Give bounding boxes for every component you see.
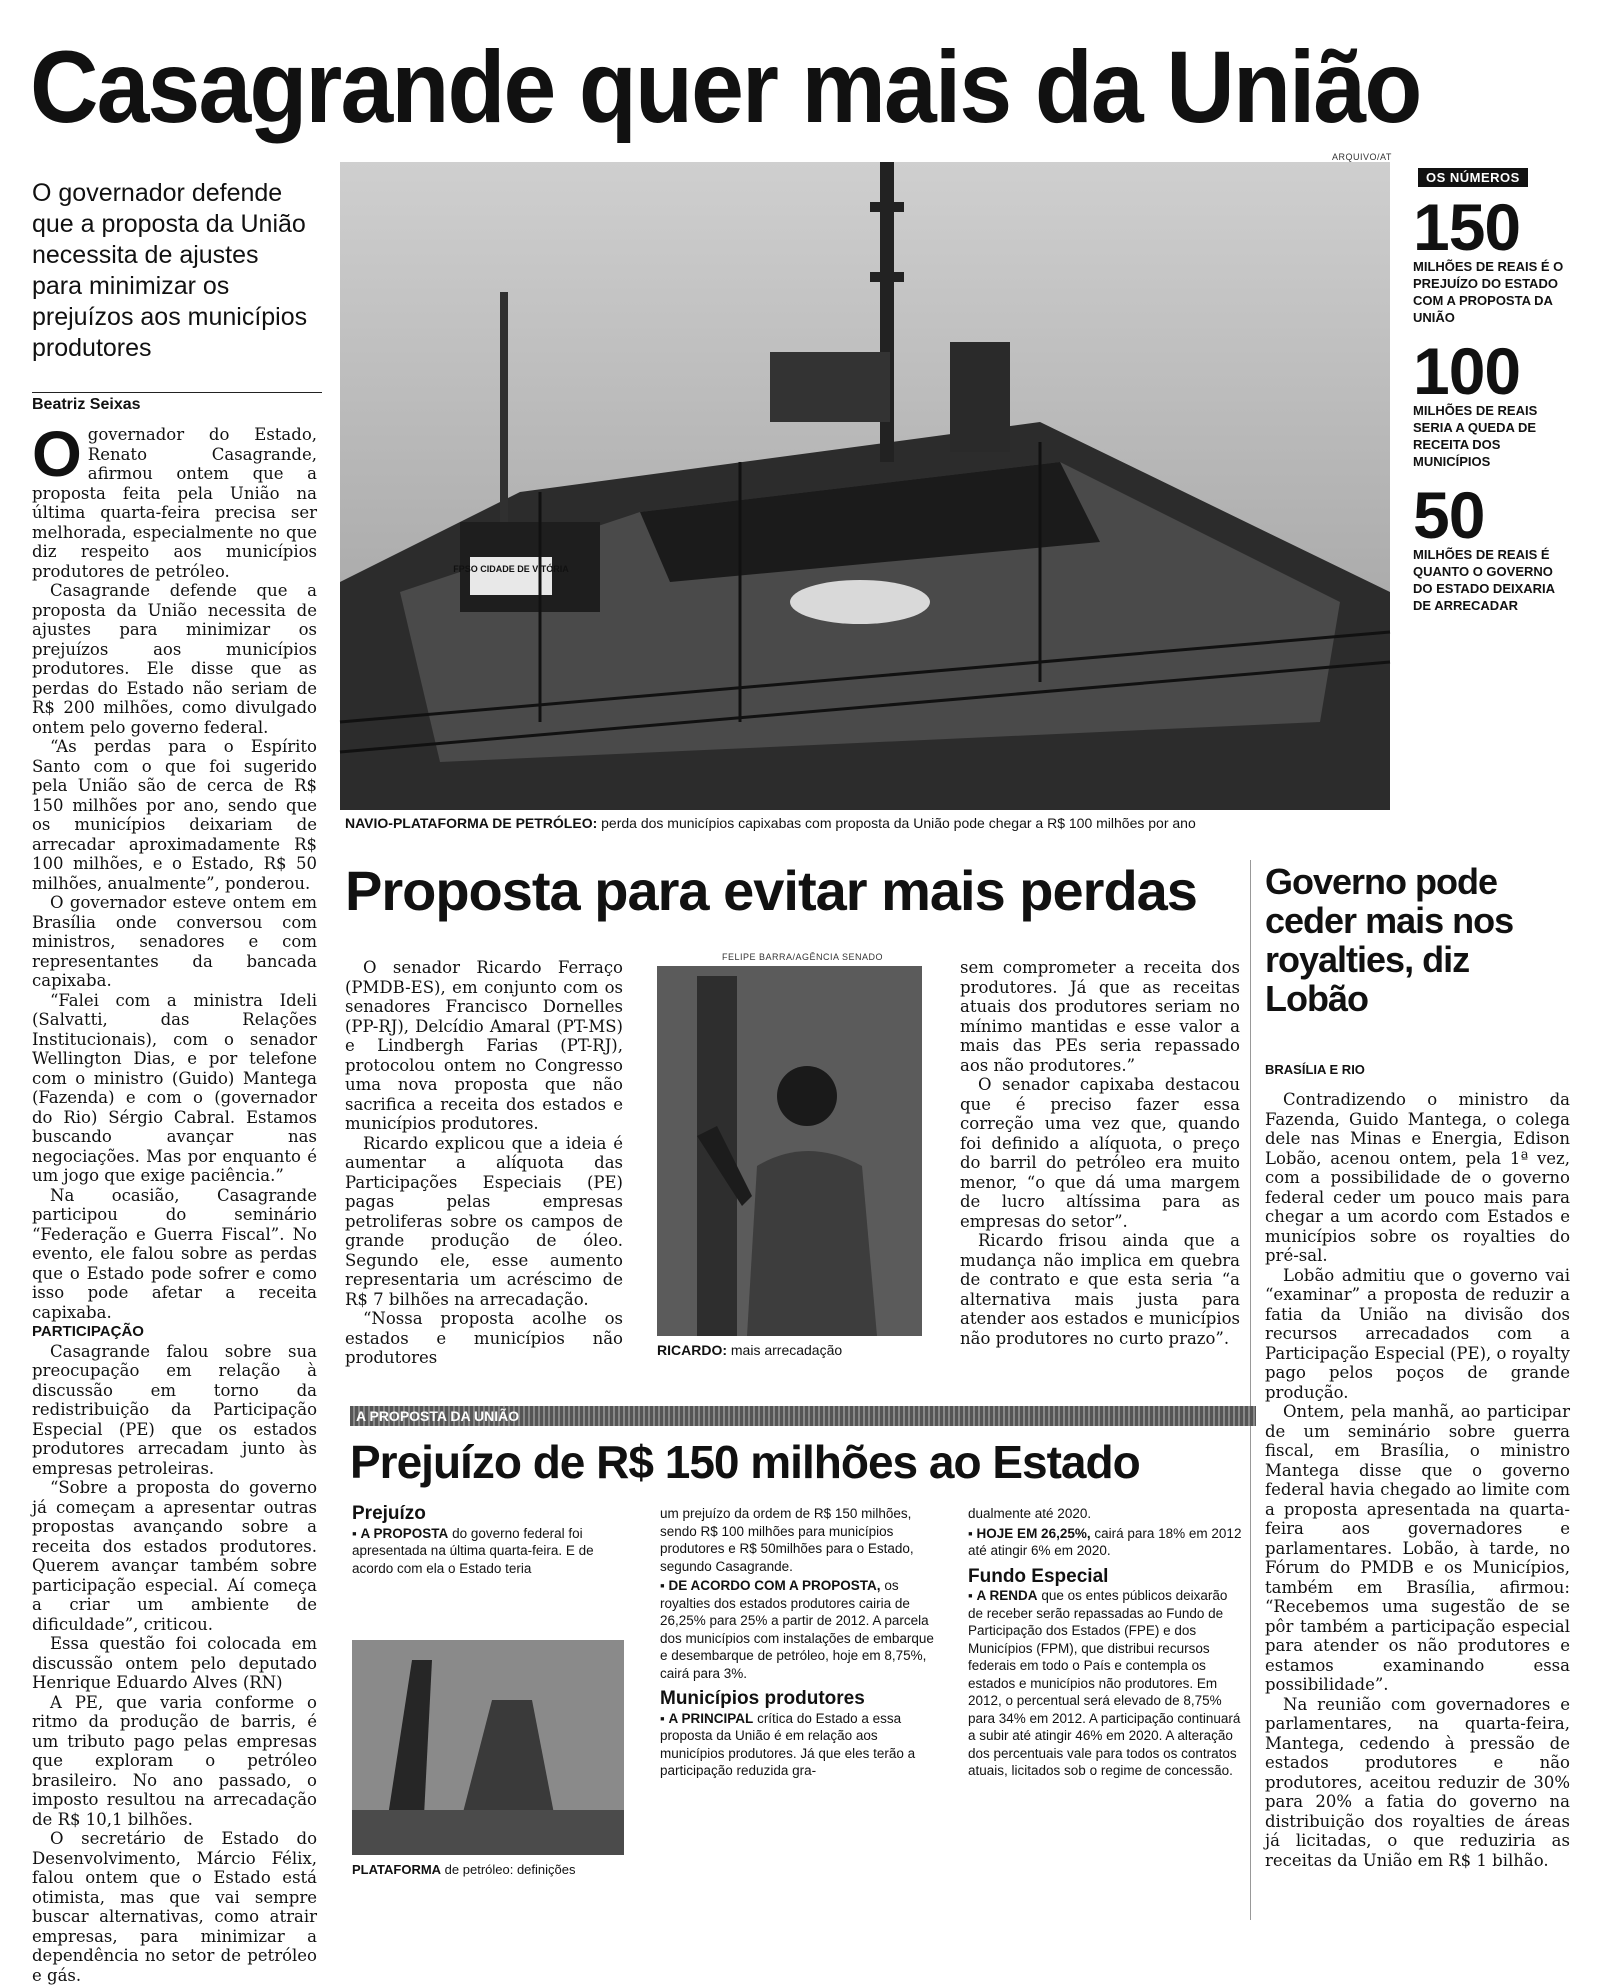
paragraph: Ricardo explicou que a ideia é aumentar a alíquota das Participações Especiais (PE) pagas pelas empresas petroliferas sobre os campos de grande produção de óleo. Segundo ele, esse aumento representaria um acréscimo de R$ 7 bilhões na arrecadação. [345,1133,623,1309]
column-divider [1250,860,1251,1920]
platform-caption: PLATAFORMA de petróleo: definições [352,1862,576,1877]
paragraph: Casagrande defende que a proposta da União necessita de ajustes para minimizar os prejuízos aos municípios produtores. Ele disse que as perdas do Estado não seriam de R$ 200 milhões, como divulgado ontem pelo governo federal. [32,581,317,737]
paragraph: O governador esteve ontem em Brasília onde conversou com ministros, senadores e com representantes da bancada capixaba. [32,893,317,990]
paragraph: Contradizendo o ministro da Fazenda, Guido Mantega, o colega dele nas Minas e Energia, Edison Lobão, acenou ontem, pela 1ª vez, com a possibilidade de o governo federal ceder um pouco mais para chegar a um acordo com Estados e municípios sobre os royalties do pré-sal. [1265,1090,1570,1265]
paragraph: Lobão admitiu que o governo vai “examinar” a proposta de reduzir a fatia da União na divisão dos recursos arrecadados com a Participação Especial (PE), o royalty pago pelos poços de grande produção. [1265,1265,1570,1402]
proposta-photo-credit: FELIPE BARRA/AGÊNCIA SENADO [722,952,884,962]
stat-text: MILHÕES DE REAIS É O PREJUÍZO DO ESTADO COM A PROPOSTA DA UNIÃO [1413,259,1564,325]
subhead-participacao: PARTICIPAÇÃO [32,1323,144,1340]
paragraph: um prejuízo da ordem de R$ 150 milhões, sendo R$ 100 milhões para municípios produtores e R$ 50milhões para o Estado, segundo Casagrande. [660,1506,914,1574]
ricardo-caption: RICARDO: mais arrecadação [657,1342,843,1358]
lobao-dateline: BRASÍLIA E RIO [1265,1062,1365,1077]
paragraph: sem comprometer a receita dos produtores. Já que as receitas atuais dos produtores seriam no mínimo mantidas e esse valor a mais das PEs seria repassado aos não produtores.” [960,958,1240,1075]
byline: Beatriz Seixas [32,392,322,414]
paragraph: ▪ DE ACORDO COM A PROPOSTA, os royalties dos estados produtores cairia de 26,25% para 25% a partir de 2012. A parcela dos municípios com instalações de embarque e desembarque de petróleo, hoje em 8,75%, cairá para 3%. [660,1577,942,1682]
stat-value: 150 [1413,190,1521,264]
paragraph: Ontem, pela manhã, ao participar de um seminário sobre guerra fiscal, em Brasília, o ministro Mantega disse que o governo federal havia chegado ao limite com a proposta apresentada na quarta-feira aos governadores e parlamentares. Lobão, à tarde, no Fórum do PMDB e os Municípios, também em Brasília, afirmou: “Recebemos uma sugestão de se pôr também a participação especial para atender os não produtores e estamos examinando essa possibilidade”. [1265,1402,1570,1694]
prejuizo-title: Prejuízo de R$ 150 milhões ao Estado [350,1436,1140,1488]
paragraph: Ricardo frisou ainda que a mudança não implica em quebra de contrato e que esta seria “a alternativa mais justa para atender aos estados e municípios não produtores no curto prazo”. [960,1231,1240,1348]
main-photo [340,162,1390,810]
ship-sign: FPSO CIDADE DE VITÓRIA [453,564,569,574]
subhead-prejuizo: Prejuízo [352,1503,426,1524]
prejuizo-col-1 [352,1505,630,1579]
paragraph: ▪ A PRINCIPAL crítica do Estado a essa proposta da União é em relação aos municípios produtores. Já que eles terão a participação reduzida gra- [660,1710,942,1780]
paragraph: dualmente até 2020. [968,1506,1092,1521]
numbers-panel [1413,190,1573,614]
paragraph: ▪ A RENDA que os entes públicos deixarão de receber serão repassadas ao Fundo de Participação dos Estados (FPE) e dos Municípios (FPM), que distribui recursos federais em todo o País e contempla os estados e municípios não produtores. Em 2012, o percentual será elevado de 8,75% para 34% em 2012. A participação continuará a subir até atingir 46% em 2020. A alteração dos percentuais vale para todos os contratos atuais, licitados sob o regime de concessão. [968,1587,1243,1780]
prejuizo-col-3 [968,1505,1243,1782]
section-tag: A PROPOSTA DA UNIÃO [350,1406,1256,1426]
paragraph: “Nossa proposta acolhe os estados e municípios não produtores [345,1309,623,1367]
paragraph: O secretário de Estado do Desenvolvimento, Márcio Félix, falou ontem que o Estado está otimista, mas que vai sempre buscar alternativas, como atrair empresas, para minimizar a dependência no setor de petróleo e gás. [32,1829,317,1985]
paragraph: ▪ HOJE EM 26,25%, cairá para 18% em 2012 até atingir 6% em 2020. [968,1525,1243,1560]
stat-value: 100 [1413,334,1521,408]
paragraph: Na ocasião, Casagrande participou do seminário “Federação e Guerra Fiscal”. No evento, ele falou sobre as perdas que o Estado pode sofrer e como isso pode afetar a receita capixaba. [32,1185,317,1322]
dropcap: O [32,418,82,490]
proposta-col-2 [960,958,1240,1348]
paragraph: O senador Ricardo Ferraço (PMDB-ES), em conjunto com os senadores Francisco Dornelles (PP-RJ), Delcídio Amaral (PT-MS) e Lindbergh Farias (PT-RJ), protocolou ontem no Congresso uma nova proposta que não sacrifica a receita dos estados e municípios produtores. [345,958,623,1133]
stat-item [1413,478,1573,614]
paragraph: A PE, que varia conforme o ritmo da produção de barris, é um tributo pago pelas empresas que exploram o petróleo brasileiro. No ano passado, o imposto resultou na arrecadação de R$ 10,1 bilhões. [32,1692,317,1829]
proposta-title: Proposta para evitar mais perdas [345,859,1197,922]
lobao-body [1265,1090,1570,1870]
proposta-col-1 [345,958,623,1368]
paragraph: O senador capixaba destacou que é preciso fazer essa correção uma vez que, quando foi definido a alíquota, o preço do barril do petróleo era muito menor, “o que dá uma margem de lucro altíssima para as empresas do setor”. [960,1075,1240,1231]
stat-text: MILHÕES DE REAIS É QUANTO O GOVERNO DO ESTADO DEIXARIA DE ARRECADAR [1413,547,1555,613]
paragraph: “Falei com a ministra Ideli (Salvatti, das Relações Institucionais), com o senador Wellington Dias, e por telefone com o ministro (Guido) Mantega (Fazenda) e com o (governador do Rio) Sérgio Cabral. Estamos buscando avançar nas negociações. Mas por enquanto é um jogo que exige paciência.” [32,990,317,1185]
oil-platform-ship-image [340,162,1390,810]
main-article-body [32,418,317,1985]
stat-text: MILHÕES DE REAIS SERIA A QUEDA DE RECEITA DOS MUNICÍPIOS [1413,403,1538,469]
stat-item [1413,334,1573,470]
lobao-title: Governo pode ceder mais nos royalties, diz Lobão [1265,861,1514,1019]
paragraph: Na reunião com governadores e parlamentares, na quarta-feira, Mantega, cedendo à pressão de estados produtores e não produtores, aceitou reduzir de 30% para 20% a fatia do governo na distribuição dos royalties de áreas já licitadas, o que reduziria as receitas da União em R$ 1 bilhão. [1265,1694,1570,1870]
paragraph: Ogovernador do Estado, Renato Casagrande, afirmou ontem que a proposta feita pela União na última quarta-feira precisa ser melhorada, especialmente no que diz respeito aos municípios produtores de petróleo. [32,418,317,581]
main-photo-caption: NAVIO-PLATAFORMA DE PETRÓLEO: perda dos municípios capixabas com proposta da União pode chegar a R$ 100 milhões por ano [345,815,1196,831]
subhead-municipios: Municípios produtores [660,1688,865,1709]
stat-value: 50 [1413,478,1485,552]
paragraph: “As perdas para o Espírito Santo com o que foi sugerido pela União são de cerca de R$ 150 milhões por ano, sendo que os municípios deixariam de arrecadar aproximadamente R$ 100 milhões, e o Estado, R$ 50 milhões, anualmente”, ponderou. [32,737,317,893]
stat-item [1413,190,1573,326]
paragraph: ▪ A PROPOSTA do governo federal foi apresentada na última quarta-feira. E de acordo com ela o Estado teria [352,1525,630,1578]
paragraph: Essa questão foi colocada em discussão ontem pelo deputado Henrique Eduardo Alves (RN) [32,1634,317,1692]
paragraph: Casagrande falou sobre sua preocupação em relação à discussão em torno da redistribuição da Participação Especial (PE) que os estados produtores arrecadam junto às empresas petroleiras. [32,1341,317,1478]
headline: Casagrande quer mais da União [30,30,1421,144]
platform-photo [352,1640,624,1855]
numbers-heading: OS NÚMEROS [1418,168,1528,187]
prejuizo-col-2 [660,1505,942,1782]
subhead-fundo: Fundo Especial [968,1565,1109,1587]
photo-credit: ARQUIVO/AT [1332,152,1392,162]
drilling-platform-image [352,1640,624,1855]
senator-image [657,966,922,1336]
paragraph: “Sobre a proposta do governo já começam a apresentar outras propostas avançando sobre a receita dos estados produtores. Querem avançar também sobre participação especial. Aí começa a criar um ambiente de dificuldade”, criticou. [32,1478,317,1634]
ricardo-photo [657,966,922,1336]
deck: O governador defende que a proposta da União necessita de ajustes para minimizar os prejuízos aos municípios produtores [32,179,308,362]
